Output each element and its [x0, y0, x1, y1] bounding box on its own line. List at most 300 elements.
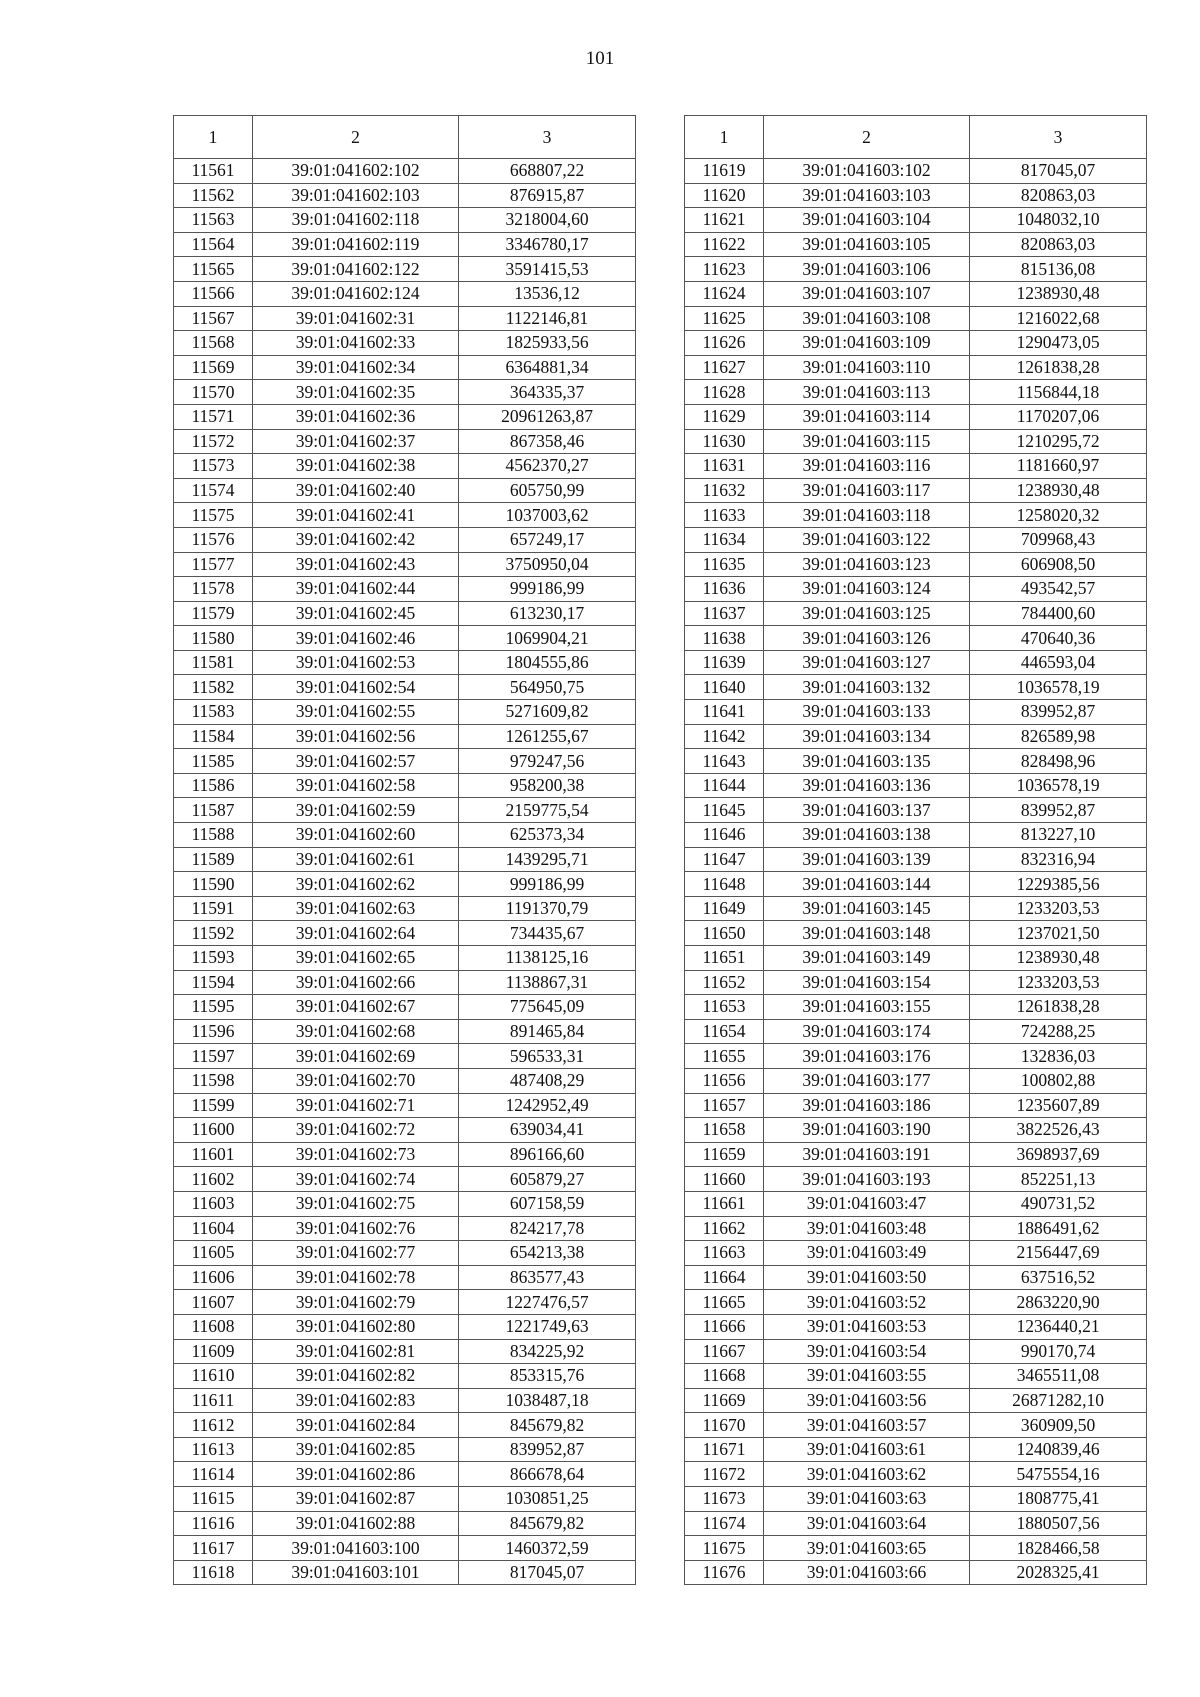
table-row — [685, 404, 1147, 429]
cadastral-number-cell: 39:01:041603:114 — [764, 404, 970, 429]
cadastral-number-cell: 39:01:041602:66 — [253, 970, 459, 995]
row-number-cell: 11658 — [685, 1118, 764, 1143]
table-row — [685, 773, 1147, 798]
value-cell: 1261255,67 — [459, 724, 636, 749]
table-row — [685, 232, 1147, 257]
row-number-cell: 11669 — [685, 1388, 764, 1413]
cadastral-number-cell: 39:01:041602:33 — [253, 331, 459, 356]
cadastral-number-cell: 39:01:041602:80 — [253, 1314, 459, 1339]
cadastral-number-cell: 39:01:041602:34 — [253, 355, 459, 380]
table-row — [174, 1118, 636, 1143]
table-row — [685, 1191, 1147, 1216]
value-cell: 1236440,21 — [970, 1314, 1147, 1339]
value-cell: 979247,56 — [459, 749, 636, 774]
row-number-cell: 11644 — [685, 773, 764, 798]
row-number-cell: 11622 — [685, 232, 764, 257]
row-number-cell: 11614 — [174, 1462, 253, 1487]
value-cell: 625373,34 — [459, 823, 636, 848]
value-cell: 876915,87 — [459, 183, 636, 208]
row-number-cell: 11592 — [174, 921, 253, 946]
row-number-cell: 11653 — [685, 995, 764, 1020]
table-row — [685, 454, 1147, 479]
cadastral-number-cell: 39:01:041603:138 — [764, 823, 970, 848]
cadastral-number-cell: 39:01:041603:193 — [764, 1167, 970, 1192]
cadastral-number-cell: 39:01:041603:125 — [764, 601, 970, 626]
value-cell: 1156844,18 — [970, 380, 1147, 405]
table-row — [685, 1167, 1147, 1192]
row-number-cell: 11648 — [685, 872, 764, 897]
table-row — [685, 1413, 1147, 1438]
table-row — [174, 527, 636, 552]
cadastral-number-cell: 39:01:041603:102 — [764, 159, 970, 184]
value-cell: 867358,46 — [459, 429, 636, 454]
value-cell: 3591415,53 — [459, 257, 636, 282]
column-header: 2 — [764, 116, 970, 159]
cadastral-number-cell: 39:01:041602:35 — [253, 380, 459, 405]
value-cell: 3750950,04 — [459, 552, 636, 577]
row-number-cell: 11663 — [685, 1241, 764, 1266]
value-cell: 1258020,32 — [970, 503, 1147, 528]
row-number-cell: 11645 — [685, 798, 764, 823]
table-row — [685, 1118, 1147, 1143]
table-row — [174, 601, 636, 626]
value-cell: 2159775,54 — [459, 798, 636, 823]
row-number-cell: 11615 — [174, 1487, 253, 1512]
value-cell: 1122146,81 — [459, 306, 636, 331]
cadastral-number-cell: 39:01:041603:137 — [764, 798, 970, 823]
value-cell: 990170,74 — [970, 1339, 1147, 1364]
value-cell: 639034,41 — [459, 1118, 636, 1143]
value-cell: 605879,27 — [459, 1167, 636, 1192]
value-cell: 1233203,53 — [970, 970, 1147, 995]
row-number-cell: 11564 — [174, 232, 253, 257]
row-number-cell: 11589 — [174, 847, 253, 872]
table-row — [174, 331, 636, 356]
cadastral-number-cell: 39:01:041603:186 — [764, 1093, 970, 1118]
value-cell: 824217,78 — [459, 1216, 636, 1241]
row-number-cell: 11660 — [685, 1167, 764, 1192]
row-number-cell: 11665 — [685, 1290, 764, 1315]
row-number-cell: 11561 — [174, 159, 253, 184]
cadastral-number-cell: 39:01:041603:65 — [764, 1536, 970, 1561]
cadastral-number-cell: 39:01:041603:126 — [764, 626, 970, 651]
row-number-cell: 11634 — [685, 527, 764, 552]
table-row — [174, 552, 636, 577]
value-cell: 1036578,19 — [970, 675, 1147, 700]
row-number-cell: 11655 — [685, 1044, 764, 1069]
row-number-cell: 11585 — [174, 749, 253, 774]
table-row — [685, 847, 1147, 872]
table-row — [685, 1388, 1147, 1413]
table-row — [174, 1437, 636, 1462]
value-cell: 1825933,56 — [459, 331, 636, 356]
table-row — [174, 1388, 636, 1413]
row-number-cell: 11618 — [174, 1560, 253, 1585]
row-number-cell: 11576 — [174, 527, 253, 552]
column-header: 1 — [174, 116, 253, 159]
table-row — [685, 700, 1147, 725]
value-cell: 13536,12 — [459, 281, 636, 306]
table-row — [174, 208, 636, 233]
table-row — [174, 1216, 636, 1241]
table-row — [685, 1314, 1147, 1339]
table-row — [174, 1314, 636, 1339]
table-row — [174, 970, 636, 995]
cadastral-number-cell: 39:01:041603:103 — [764, 183, 970, 208]
cadastral-number-cell: 39:01:041603:118 — [764, 503, 970, 528]
value-cell: 853315,76 — [459, 1364, 636, 1389]
cadastral-number-cell: 39:01:041602:69 — [253, 1044, 459, 1069]
row-number-cell: 11613 — [174, 1437, 253, 1462]
table-row — [174, 896, 636, 921]
cadastral-number-cell: 39:01:041602:85 — [253, 1437, 459, 1462]
table-row — [174, 577, 636, 602]
value-cell: 1235607,89 — [970, 1093, 1147, 1118]
row-number-cell: 11632 — [685, 478, 764, 503]
row-number-cell: 11635 — [685, 552, 764, 577]
cadastral-number-cell: 39:01:041602:118 — [253, 208, 459, 233]
row-number-cell: 11643 — [685, 749, 764, 774]
cadastral-number-cell: 39:01:041602:57 — [253, 749, 459, 774]
table-row — [685, 331, 1147, 356]
cadastral-number-cell: 39:01:041603:117 — [764, 478, 970, 503]
value-cell: 1227476,57 — [459, 1290, 636, 1315]
value-cell: 1038487,18 — [459, 1388, 636, 1413]
cadastral-number-cell: 39:01:041602:58 — [253, 773, 459, 798]
table-row — [174, 404, 636, 429]
value-cell: 1237021,50 — [970, 921, 1147, 946]
table-row — [685, 1536, 1147, 1561]
table-row — [685, 1142, 1147, 1167]
cadastral-number-cell: 39:01:041602:45 — [253, 601, 459, 626]
table-row — [174, 1511, 636, 1536]
row-number-cell: 11601 — [174, 1142, 253, 1167]
cadastral-number-cell: 39:01:041603:54 — [764, 1339, 970, 1364]
value-cell: 1170207,06 — [970, 404, 1147, 429]
value-cell: 1048032,10 — [970, 208, 1147, 233]
cadastral-number-cell: 39:01:041602:88 — [253, 1511, 459, 1536]
value-cell: 2863220,90 — [970, 1290, 1147, 1315]
value-cell: 839952,87 — [970, 700, 1147, 725]
row-number-cell: 11617 — [174, 1536, 253, 1561]
row-number-cell: 11639 — [685, 650, 764, 675]
cadastral-number-cell: 39:01:041602:67 — [253, 995, 459, 1020]
value-cell: 5475554,16 — [970, 1462, 1147, 1487]
cadastral-number-cell: 39:01:041603:115 — [764, 429, 970, 454]
table-row — [174, 257, 636, 282]
row-number-cell: 11606 — [174, 1265, 253, 1290]
cadastral-number-cell: 39:01:041602:82 — [253, 1364, 459, 1389]
value-cell: 3465511,08 — [970, 1364, 1147, 1389]
table-row — [174, 1364, 636, 1389]
row-number-cell: 11574 — [174, 478, 253, 503]
table-row — [685, 380, 1147, 405]
row-number-cell: 11602 — [174, 1167, 253, 1192]
table-row — [685, 1364, 1147, 1389]
cadastral-number-cell: 39:01:041603:136 — [764, 773, 970, 798]
row-number-cell: 11624 — [685, 281, 764, 306]
cadastral-number-cell: 39:01:041602:102 — [253, 159, 459, 184]
row-number-cell: 11656 — [685, 1068, 764, 1093]
cadastral-number-cell: 39:01:041602:83 — [253, 1388, 459, 1413]
table-row — [174, 921, 636, 946]
value-cell: 958200,38 — [459, 773, 636, 798]
value-cell: 815136,08 — [970, 257, 1147, 282]
value-cell: 657249,17 — [459, 527, 636, 552]
table-row — [174, 306, 636, 331]
value-cell: 863577,43 — [459, 1265, 636, 1290]
value-cell: 668807,22 — [459, 159, 636, 184]
row-number-cell: 11676 — [685, 1560, 764, 1585]
column-header: 3 — [459, 116, 636, 159]
cadastral-number-cell: 39:01:041603:107 — [764, 281, 970, 306]
value-cell: 470640,36 — [970, 626, 1147, 651]
table-row — [685, 946, 1147, 971]
row-number-cell: 11674 — [685, 1511, 764, 1536]
cadastral-number-cell: 39:01:041603:56 — [764, 1388, 970, 1413]
table-row — [685, 208, 1147, 233]
value-cell: 817045,07 — [459, 1560, 636, 1585]
value-cell: 724288,25 — [970, 1019, 1147, 1044]
row-number-cell: 11637 — [685, 601, 764, 626]
row-number-cell: 11642 — [685, 724, 764, 749]
value-cell: 1460372,59 — [459, 1536, 636, 1561]
cadastral-number-cell: 39:01:041603:104 — [764, 208, 970, 233]
value-cell: 734435,67 — [459, 921, 636, 946]
table-row — [685, 1241, 1147, 1266]
row-number-cell: 11565 — [174, 257, 253, 282]
row-number-cell: 11579 — [174, 601, 253, 626]
cadastral-number-cell: 39:01:041603:100 — [253, 1536, 459, 1561]
column-header: 1 — [685, 116, 764, 159]
row-number-cell: 11641 — [685, 700, 764, 725]
value-cell: 1261838,28 — [970, 995, 1147, 1020]
row-number-cell: 11625 — [685, 306, 764, 331]
row-number-cell: 11608 — [174, 1314, 253, 1339]
value-cell: 446593,04 — [970, 650, 1147, 675]
row-number-cell: 11668 — [685, 1364, 764, 1389]
row-number-cell: 11578 — [174, 577, 253, 602]
row-number-cell: 11616 — [174, 1511, 253, 1536]
table-row — [685, 650, 1147, 675]
cadastral-number-cell: 39:01:041603:174 — [764, 1019, 970, 1044]
table-row — [685, 355, 1147, 380]
table-row — [174, 429, 636, 454]
value-cell: 3218004,60 — [459, 208, 636, 233]
table-row — [685, 896, 1147, 921]
cadastral-number-cell: 39:01:041602:40 — [253, 478, 459, 503]
cadastral-number-cell: 39:01:041603:116 — [764, 454, 970, 479]
value-cell: 1030851,25 — [459, 1487, 636, 1512]
cadastral-number-cell: 39:01:041602:59 — [253, 798, 459, 823]
value-cell: 1238930,48 — [970, 478, 1147, 503]
value-cell: 487408,29 — [459, 1068, 636, 1093]
value-cell: 817045,07 — [970, 159, 1147, 184]
row-number-cell: 11631 — [685, 454, 764, 479]
value-cell: 1238930,48 — [970, 281, 1147, 306]
row-number-cell: 11568 — [174, 331, 253, 356]
value-cell: 784400,60 — [970, 601, 1147, 626]
cadastral-number-cell: 39:01:041602:74 — [253, 1167, 459, 1192]
cadastral-number-cell: 39:01:041603:135 — [764, 749, 970, 774]
table-row — [685, 281, 1147, 306]
cadastral-number-cell: 39:01:041603:105 — [764, 232, 970, 257]
row-number-cell: 11591 — [174, 896, 253, 921]
row-number-cell: 11580 — [174, 626, 253, 651]
value-cell: 999186,99 — [459, 872, 636, 897]
table-row — [174, 675, 636, 700]
cadastral-number-cell: 39:01:041603:139 — [764, 847, 970, 872]
table-row — [685, 577, 1147, 602]
row-number-cell: 11621 — [685, 208, 764, 233]
row-number-cell: 11600 — [174, 1118, 253, 1143]
cadastral-number-cell: 39:01:041603:176 — [764, 1044, 970, 1069]
table-row — [685, 552, 1147, 577]
value-cell: 20961263,87 — [459, 404, 636, 429]
row-number-cell: 11612 — [174, 1413, 253, 1438]
cadastral-number-cell: 39:01:041603:148 — [764, 921, 970, 946]
table-row — [174, 1462, 636, 1487]
column-header: 2 — [253, 116, 459, 159]
value-cell: 999186,99 — [459, 577, 636, 602]
cadastral-number-cell: 39:01:041603:177 — [764, 1068, 970, 1093]
row-number-cell: 11671 — [685, 1437, 764, 1462]
cadastral-number-cell: 39:01:041603:52 — [764, 1290, 970, 1315]
value-cell: 4562370,27 — [459, 454, 636, 479]
row-number-cell: 11636 — [685, 577, 764, 602]
value-cell: 1181660,97 — [970, 454, 1147, 479]
cadastral-number-cell: 39:01:041602:79 — [253, 1290, 459, 1315]
table-row — [174, 380, 636, 405]
table-row — [685, 257, 1147, 282]
row-number-cell: 11584 — [174, 724, 253, 749]
table-row — [174, 1413, 636, 1438]
cadastral-number-cell: 39:01:041602:36 — [253, 404, 459, 429]
value-cell: 775645,09 — [459, 995, 636, 1020]
table-row — [174, 355, 636, 380]
row-number-cell: 11638 — [685, 626, 764, 651]
value-cell: 1036578,19 — [970, 773, 1147, 798]
value-cell: 2028325,41 — [970, 1560, 1147, 1585]
cadastral-number-cell: 39:01:041602:86 — [253, 1462, 459, 1487]
table-row — [174, 1068, 636, 1093]
table-row — [685, 527, 1147, 552]
table-row — [174, 454, 636, 479]
table-row — [174, 1167, 636, 1192]
value-cell: 1261838,28 — [970, 355, 1147, 380]
row-number-cell: 11662 — [685, 1216, 764, 1241]
row-number-cell: 11651 — [685, 946, 764, 971]
cadastral-number-cell: 39:01:041602:62 — [253, 872, 459, 897]
cadastral-number-cell: 39:01:041602:68 — [253, 1019, 459, 1044]
value-cell: 832316,94 — [970, 847, 1147, 872]
cadastral-number-cell: 39:01:041602:61 — [253, 847, 459, 872]
row-number-cell: 11610 — [174, 1364, 253, 1389]
cadastral-number-cell: 39:01:041602:43 — [253, 552, 459, 577]
table-row — [174, 1093, 636, 1118]
cadastral-number-cell: 39:01:041603:122 — [764, 527, 970, 552]
cadastral-number-cell: 39:01:041602:37 — [253, 429, 459, 454]
cadastral-number-cell: 39:01:041602:53 — [253, 650, 459, 675]
cadastral-number-cell: 39:01:041602:42 — [253, 527, 459, 552]
value-cell: 839952,87 — [459, 1437, 636, 1462]
cadastral-number-cell: 39:01:041603:132 — [764, 675, 970, 700]
value-cell: 564950,75 — [459, 675, 636, 700]
value-cell: 654213,38 — [459, 1241, 636, 1266]
value-cell: 834225,92 — [459, 1339, 636, 1364]
value-cell: 1216022,68 — [970, 306, 1147, 331]
table-row — [174, 626, 636, 651]
row-number-cell: 11672 — [685, 1462, 764, 1487]
row-number-cell: 11630 — [685, 429, 764, 454]
table-row — [685, 1290, 1147, 1315]
row-number-cell: 11577 — [174, 552, 253, 577]
value-cell: 596533,31 — [459, 1044, 636, 1069]
value-cell: 839952,87 — [970, 798, 1147, 823]
value-cell: 891465,84 — [459, 1019, 636, 1044]
table-row — [685, 1560, 1147, 1585]
value-cell: 132836,03 — [970, 1044, 1147, 1069]
row-number-cell: 11629 — [685, 404, 764, 429]
row-number-cell: 11586 — [174, 773, 253, 798]
row-number-cell: 11604 — [174, 1216, 253, 1241]
cadastral-number-cell: 39:01:041603:55 — [764, 1364, 970, 1389]
row-number-cell: 11675 — [685, 1536, 764, 1561]
cadastral-number-cell: 39:01:041602:38 — [253, 454, 459, 479]
value-cell: 1233203,53 — [970, 896, 1147, 921]
cadastral-number-cell: 39:01:041602:124 — [253, 281, 459, 306]
row-number-cell: 11659 — [685, 1142, 764, 1167]
table-row — [685, 1511, 1147, 1536]
cadastral-number-cell: 39:01:041602:64 — [253, 921, 459, 946]
value-cell: 605750,99 — [459, 478, 636, 503]
table-row — [685, 1265, 1147, 1290]
table-row — [685, 1068, 1147, 1093]
value-cell: 613230,17 — [459, 601, 636, 626]
value-cell: 896166,60 — [459, 1142, 636, 1167]
cadastral-number-cell: 39:01:041603:149 — [764, 946, 970, 971]
table-row — [685, 183, 1147, 208]
row-number-cell: 11664 — [685, 1265, 764, 1290]
cadastral-number-cell: 39:01:041603:109 — [764, 331, 970, 356]
value-cell: 1804555,86 — [459, 650, 636, 675]
table-row — [174, 1142, 636, 1167]
table-row — [174, 159, 636, 184]
cadastral-number-cell: 39:01:041602:119 — [253, 232, 459, 257]
table-row — [685, 1093, 1147, 1118]
value-cell: 26871282,10 — [970, 1388, 1147, 1413]
table-row — [174, 1560, 636, 1585]
cadastral-number-cell: 39:01:041603:190 — [764, 1118, 970, 1143]
table-row — [174, 1019, 636, 1044]
table-row — [685, 503, 1147, 528]
row-number-cell: 11603 — [174, 1191, 253, 1216]
value-cell: 1138867,31 — [459, 970, 636, 995]
registry-table-right — [684, 115, 1147, 1585]
row-number-cell: 11640 — [685, 675, 764, 700]
cadastral-number-cell: 39:01:041603:133 — [764, 700, 970, 725]
table-row — [685, 970, 1147, 995]
row-number-cell: 11575 — [174, 503, 253, 528]
value-cell: 1880507,56 — [970, 1511, 1147, 1536]
row-number-cell: 11626 — [685, 331, 764, 356]
page-number: 101 — [585, 48, 615, 69]
row-number-cell: 11628 — [685, 380, 764, 405]
table-header-row — [174, 116, 636, 159]
table-row — [174, 1265, 636, 1290]
table-row — [174, 773, 636, 798]
value-cell: 364335,37 — [459, 380, 636, 405]
